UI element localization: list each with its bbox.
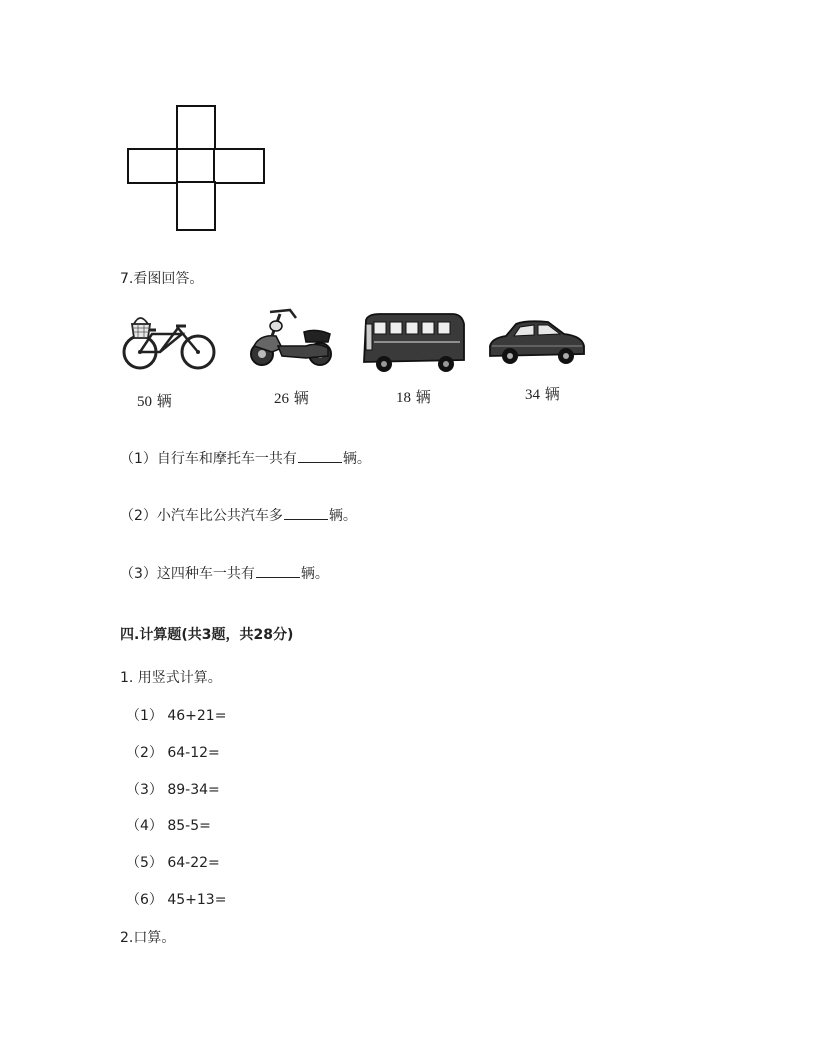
question-7-3-suffix: 辆。 — [300, 566, 329, 582]
net-square-center — [176, 148, 216, 184]
answer-blank-7-2[interactable] — [284, 505, 328, 520]
net-square-right — [213, 148, 265, 184]
question-7-1 — [120, 448, 371, 468]
bus-icon — [360, 312, 466, 374]
calc-item-5: （5） 64-22= — [126, 855, 220, 871]
calc-question-1-title: 1. 用竖式计算。 — [120, 670, 222, 686]
net-square-left — [127, 148, 179, 184]
bicycle-count: 50 — [137, 394, 152, 410]
car-count-caption — [525, 383, 560, 404]
question-7-2 — [120, 505, 357, 525]
bus-count-caption — [396, 386, 431, 407]
motorcycle-icon — [246, 306, 338, 368]
bicycle-unit: 辆 — [156, 392, 172, 410]
bus-unit: 辆 — [415, 388, 431, 406]
car-icon — [486, 318, 588, 366]
question-7-3 — [120, 563, 329, 583]
bus-count: 18 — [396, 390, 411, 406]
motorcycle-unit: 辆 — [293, 389, 309, 407]
question-7-1-text: （1）自行车和摩托车一共有 — [120, 451, 297, 467]
motorcycle-count: 26 — [274, 391, 289, 407]
calc-item-3: （3） 89-34= — [126, 782, 220, 798]
calc-item-1: （1） 46+21= — [126, 708, 227, 724]
cross-net-figure — [127, 105, 265, 231]
car-count: 34 — [525, 387, 540, 403]
calc-item-2: （2） 64-12= — [126, 745, 220, 761]
question-7-2-suffix: 辆。 — [328, 508, 357, 524]
bicycle-icon — [120, 308, 218, 374]
section-4-heading: 四.计算题(共3题，共28分) — [120, 627, 294, 643]
calc-question-2-title: 2.口算。 — [120, 930, 176, 946]
bicycle-count-caption — [137, 390, 172, 411]
question-7-3-text: （3）这四种车一共有 — [120, 566, 255, 582]
calc-item-4: （4） 85-5= — [126, 818, 211, 834]
car-unit: 辆 — [544, 385, 560, 403]
answer-blank-7-3[interactable] — [256, 563, 300, 578]
net-square-bottom — [176, 181, 216, 231]
motorcycle-count-caption — [274, 387, 309, 408]
net-square-top — [176, 105, 216, 151]
question-7-2-text: （2）小汽车比公共汽车多 — [120, 508, 283, 524]
calc-item-6: （6） 45+13= — [126, 892, 227, 908]
answer-blank-7-1[interactable] — [298, 448, 342, 463]
question-7-title: 7.看图回答。 — [120, 271, 204, 287]
question-7-1-suffix: 辆。 — [342, 451, 371, 467]
